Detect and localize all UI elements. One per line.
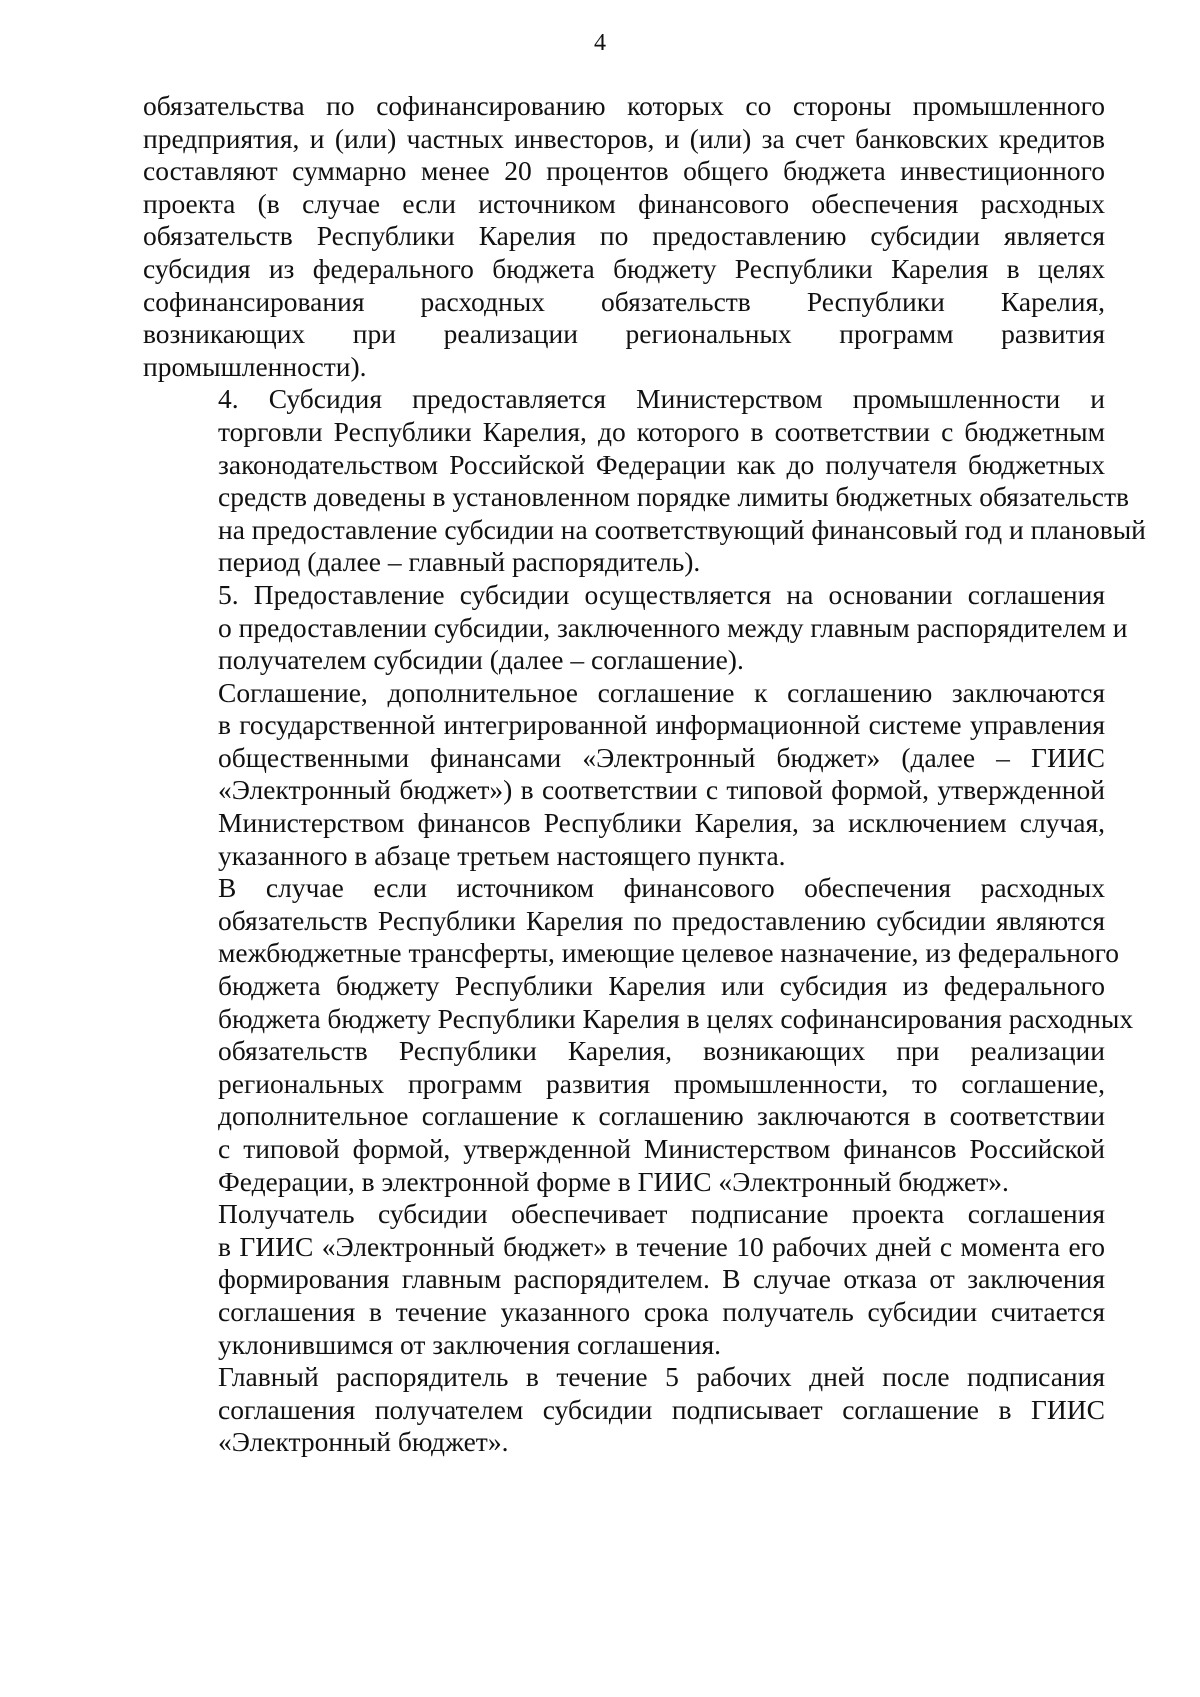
paragraph-agreement-giis	[143, 677, 1105, 873]
text-line: софинансирования расходных обязательств Республики Карелия,	[143, 285, 1105, 317]
text-line: торговли Республики Карелия, до которого в соответствии с бюджетным	[218, 415, 1105, 447]
text-line: субсидия из федерального бюджета бюджету Республики Карелия в целях	[143, 252, 1105, 284]
text-line: Получатель субсидии обеспечивает подписание проекта соглашения	[218, 1198, 1105, 1230]
text-line: соглашения получателем субсидии подписывает соглашение в ГИИС	[218, 1393, 1105, 1425]
text-line: указанного в абзаце третьем настоящего пункта.	[218, 839, 786, 871]
text-line: В случае если источником финансового обеспечения расходных	[218, 872, 1105, 904]
text-line: формирования главным распорядителем. В случае отказа от заключения	[218, 1263, 1105, 1295]
text-line: обязательства по софинансированию которых со стороны промышленного	[143, 90, 1105, 121]
text-line: Соглашение, дополнительное соглашение к соглашению заключаются	[218, 676, 1105, 708]
text-line: проекта (в случае если источником финансового обеспечения расходных	[143, 187, 1105, 219]
text-line: обязательств Республики Карелия, возникающих при реализации	[218, 1035, 1105, 1067]
paragraph-distributor-signing	[143, 1361, 1105, 1459]
text-line: бюджета бюджету Республики Карелия или субсидия из федерального	[218, 970, 1105, 1002]
text-line: общественными финансами «Электронный бюджет» (далее – ГИИС	[218, 741, 1105, 773]
text-line: «Электронный бюджет») в соответствии с типовой формой, утвержденной	[218, 774, 1105, 806]
text-line: бюджета бюджету Республики Карелия в целях софинансирования расходных	[218, 1002, 1134, 1034]
text-line: уклонившимся от заключения соглашения.	[218, 1328, 722, 1360]
text-line: о предоставлении субсидии, заключенного между главным распорядителем и	[218, 611, 1128, 643]
text-line: промышленности).	[143, 350, 367, 382]
text-line: средств доведены в установленном порядке лимиты бюджетных обязательств	[218, 481, 1129, 513]
text-line: 4. Субсидия предоставляется Министерством промышленности и	[218, 383, 1105, 415]
text-line: возникающих при реализации региональных программ развития	[143, 318, 1105, 350]
text-line: соглашения в течение указанного срока получатель субсидии считается	[218, 1295, 1105, 1327]
text-line: Главный распорядитель в течение 5 рабочих дней после подписания	[218, 1361, 1105, 1393]
text-line: составляют суммарно менее 20 процентов общего бюджета инвестиционного	[143, 155, 1105, 187]
text-line: Федерации, в электронной форме в ГИИС «Электронный бюджет».	[218, 1165, 1009, 1197]
paragraph-recipient-signing	[143, 1198, 1105, 1361]
text-line: межбюджетные трансферты, имеющие целевое назначение, из федерального	[218, 937, 1120, 969]
text-line: «Электронный бюджет».	[218, 1426, 509, 1458]
page-number: 4	[594, 30, 606, 56]
text-line: 5. Предоставление субсидии осуществляется на основании соглашения	[218, 578, 1105, 610]
paragraph-continuation	[143, 90, 1105, 383]
text-line: период (далее – главный распорядитель).	[218, 546, 701, 578]
document-body	[143, 90, 1146, 1459]
text-line: Министерством финансов Республики Карелия, за исключением случая,	[218, 807, 1105, 839]
text-line: предприятия, и (или) частных инвесторов, и (или) за счет банковских кредитов	[143, 122, 1105, 154]
text-line: обязательств Республики Карелия по предоставлению субсидии являются	[218, 904, 1105, 936]
text-line: на предоставление субсидии на соответствующий финансовый год и плановый	[218, 513, 1146, 545]
text-line: в государственной интегрированной информационной системе управления	[218, 709, 1105, 741]
text-line: обязательств Республики Карелия по предоставлению субсидии является	[143, 220, 1105, 252]
text-line: законодательством Российской Федерации как до получателя бюджетных	[218, 448, 1105, 480]
paragraph-item-4	[143, 383, 1146, 579]
text-line: региональных программ развития промышленности, то соглашение,	[218, 1067, 1105, 1099]
text-line: в ГИИС «Электронный бюджет» в течение 10 рабочих дней с момента его	[218, 1230, 1105, 1262]
paragraph-federal-case	[143, 872, 1134, 1198]
paragraph-item-5	[143, 578, 1128, 677]
text-line: дополнительное соглашение к соглашению заключаются в соответствии	[218, 1100, 1105, 1132]
text-line: с типовой формой, утвержденной Министерством финансов Российской	[218, 1133, 1105, 1164]
text-line: получателем субсидии (далее – соглашение).	[218, 644, 744, 676]
